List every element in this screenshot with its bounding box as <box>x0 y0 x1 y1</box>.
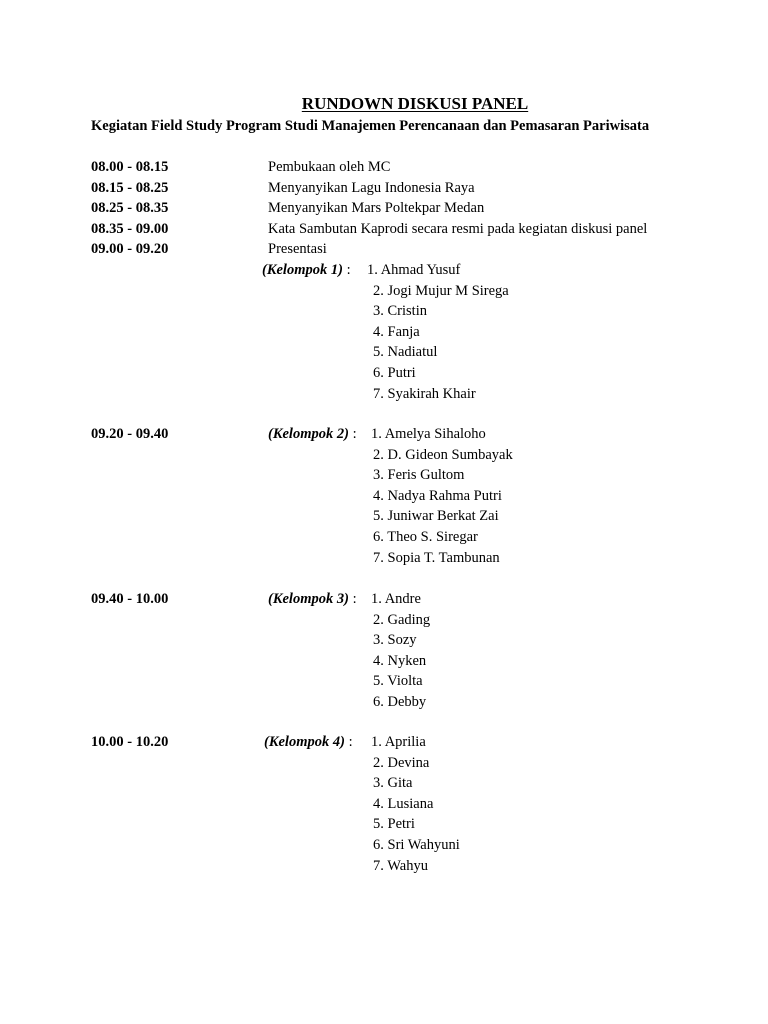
group-member: 3. Sozy <box>373 632 417 649</box>
group-member: 7. Sopia T. Tambunan <box>373 549 500 566</box>
group-member: 4. Fanja <box>373 323 420 340</box>
schedule-time: 09.00 - 09.20 <box>91 241 169 258</box>
page-subtitle: Kegiatan Field Study Program Studi Manajemen Perencanaan dan Pemasaran Pariwisata <box>91 118 650 134</box>
group-time: 09.40 - 10.00 <box>91 591 169 607</box>
group-member: 1. Aprilia <box>371 734 426 750</box>
group-member: 2. D. Gideon Sumbayak <box>373 446 513 463</box>
group-member: 6. Sri Wahyuni <box>373 837 460 853</box>
group-name: (Kelompok 1) <box>262 262 343 278</box>
schedule-activity: Menyanyikan Mars Poltekpar Medan <box>268 200 485 217</box>
group-name: (Kelompok 3) <box>268 591 349 607</box>
group-member: 5. Juniwar Berkat Zai <box>373 508 499 525</box>
group-colon: : <box>344 734 353 750</box>
group-member: 5. Nadiatul <box>373 344 438 361</box>
group-member: 6. Theo S. Siregar <box>373 529 478 545</box>
schedule-time: 08.00 - 08.15 <box>91 159 169 175</box>
group-time: 09.20 - 09.40 <box>91 426 169 442</box>
group-member: 5. Petri <box>373 816 415 833</box>
group-member: 2. Gading <box>373 611 431 628</box>
group-member: 3. Feris Gultom <box>373 467 465 484</box>
group-name: (Kelompok 4) <box>264 734 345 750</box>
group-member: 2. Jogi Mujur M Sirega <box>373 282 509 299</box>
group-member: 6. Debby <box>373 694 427 710</box>
group-colon: : <box>348 591 357 607</box>
group-member: 1. Ahmad Yusuf <box>367 262 461 278</box>
group-member: 4. Nadya Rahma Putri <box>373 487 502 504</box>
group-member: 2. Devina <box>373 754 430 771</box>
group-member: 1. Andre <box>371 591 421 607</box>
group-member: 7. Wahyu <box>373 857 428 874</box>
group-colon: : <box>348 426 357 442</box>
group-time: 10.00 - 10.20 <box>91 734 169 750</box>
group-label <box>268 424 357 444</box>
group-colon: : <box>342 262 351 278</box>
schedule-activity: Pembukaan oleh MC <box>268 159 391 175</box>
schedule-activity: Kata Sambutan Kaprodi secara resmi pada kegiatan diskusi panel <box>268 220 648 237</box>
schedule-time: 08.15 - 08.25 <box>91 179 169 196</box>
group-name: (Kelompok 2) <box>268 426 349 442</box>
schedule-activity: Menyanyikan Lagu Indonesia Raya <box>268 179 475 196</box>
group-member: 5. Violta <box>373 673 423 690</box>
schedule-time: 08.35 - 09.00 <box>91 220 169 237</box>
group-label <box>264 732 353 752</box>
group-member: 7. Syakirah Khair <box>373 385 476 402</box>
group-member: 3. Gita <box>373 775 413 792</box>
group-member: 1. Amelya Sihaloho <box>371 426 486 442</box>
schedule-time: 08.25 - 08.35 <box>91 200 169 217</box>
group-member: 3. Cristin <box>373 303 427 320</box>
group-member: 4. Lusiana <box>373 795 434 812</box>
group-member: 4. Nyken <box>373 652 427 669</box>
schedule-activity: Presentasi <box>268 241 327 258</box>
group-label <box>262 260 351 280</box>
page-title: RUNDOWN DISKUSI PANEL <box>301 94 529 113</box>
group-label <box>268 589 357 609</box>
group-member: 6. Putri <box>373 365 416 381</box>
